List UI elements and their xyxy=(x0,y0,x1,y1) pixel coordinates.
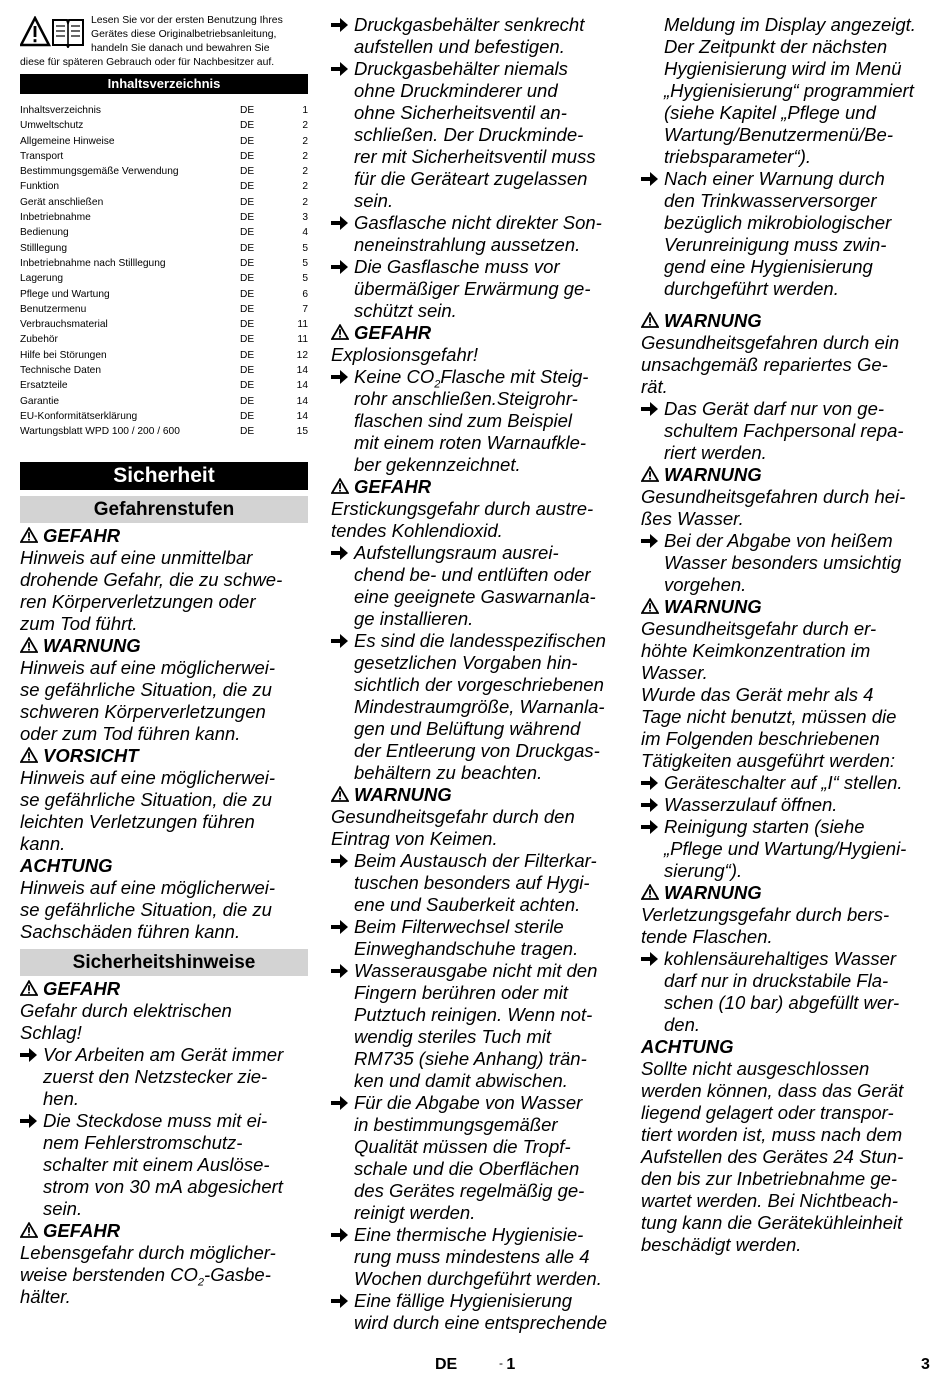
bullet-item: Die Steckdose muss mit ei- nem Fehlerstromschutz- schalter mit einem Auslöse- strom von 30 mA abgesichert sein. xyxy=(20,1110,308,1220)
text-line: höhte Keimkonzentration im xyxy=(641,640,871,661)
toc-title: Verbrauchsmaterial xyxy=(20,319,108,331)
toc-page: 6 xyxy=(302,288,308,300)
signal-word-gefahr: GEFAHR xyxy=(20,978,308,1000)
bullet-item: Es sind die landesspezifischen gesetzlichen Vorgaben hin- sichtlich der vorgeschriebenen Mindestraumgröße, Warnanla- gen und Belüftung während der Entleerung von Druckgas- behältern zu beachten. xyxy=(331,630,617,784)
text-line: Eintrag von Keimen. xyxy=(331,828,498,849)
toc-code: DE xyxy=(240,365,255,377)
intro-line: handeln Sie danach und bewahren Sie xyxy=(91,43,270,54)
intro-line: diese für späteren Gebrauch oder für Nachbesitzer auf. xyxy=(20,57,275,68)
toc-code: DE xyxy=(240,349,255,361)
bullet-item: Reinigung starten (siehe „Pflege und Wartung/Hygieni- sierung“). xyxy=(641,816,931,882)
text-line: Verletzungsgefahr durch bers- xyxy=(641,904,890,925)
subsection-title-sicherheitshinweise: Sicherheitshinweise xyxy=(20,949,308,976)
arrow-right-icon xyxy=(641,171,658,187)
text-line: Schlag! xyxy=(20,1021,82,1043)
text-line: tiert worden ist, muss nach dem xyxy=(641,1124,903,1145)
signal-word-achtung: ACHTUNG xyxy=(20,854,113,876)
text-line: tendes Kohlendioxid. xyxy=(331,520,503,541)
warning-triangle-icon xyxy=(20,637,38,653)
toc-code: DE xyxy=(240,120,255,132)
text-line: tung kann die Gerätekühleinheit xyxy=(641,1212,903,1233)
toc-title: Umweltschutz xyxy=(20,120,84,132)
toc-title: Funktion xyxy=(20,181,60,193)
toc-title: Lagerung xyxy=(20,273,64,285)
toc-row xyxy=(20,256,308,271)
toc-page: 15 xyxy=(296,426,308,438)
bullet-item: Die Gasflasche muss vor übermäßiger Erwärmung ge- schützt sein. xyxy=(331,256,617,322)
text-line: Lebensgefahr durch möglicher- xyxy=(20,1241,276,1263)
text-line: Gesundheitsgefahr durch den xyxy=(331,806,575,827)
toc-title: Inbetriebnahme xyxy=(20,212,91,224)
toc-title: Stilllegung xyxy=(20,242,68,254)
text-line: Tage nicht benutzt, müssen die xyxy=(641,706,897,727)
text-line: Gesundheitsgefahren durch hei- xyxy=(641,486,906,507)
signal-word-achtung: ACHTUNG xyxy=(641,1036,734,1057)
subsection-title-gefahrenstufen: Gefahrenstufen xyxy=(20,496,308,523)
footer-page-number: 3 xyxy=(921,1356,930,1373)
toc-page: 2 xyxy=(302,196,308,208)
toc-code: DE xyxy=(240,196,255,208)
bullet-item: Für die Abgabe von Wasser in bestimmungsgemäßer Qualität müssen die Tropf- schale und die Oberflächen des Gerätes regelmäßig ge- reinigt werden. xyxy=(331,1092,617,1224)
text-line: Gesundheitsgefahren durch ein xyxy=(641,332,900,353)
text-line: werden können, dass das Gerät xyxy=(641,1080,904,1101)
footer-page-label: - 1 xyxy=(499,1356,516,1373)
text-line: Erstickungsgefahr durch austre- xyxy=(331,498,594,519)
text-line: Gefahr durch elektrischen xyxy=(20,999,232,1021)
intro-line: Lesen Sie vor der ersten Benutzung Ihres xyxy=(91,15,283,26)
arrow-right-icon xyxy=(331,17,348,33)
toc-code: DE xyxy=(240,334,255,346)
bullet-item: kohlensäurehaltiges Wasser darf nur in druckstabile Fla- schen (10 bar) abgefüllt wer- den. xyxy=(641,948,931,1036)
bullet-item: Aufstellungsraum ausrei- chend be- und entlüften oder eine geeignete Gaswarnanla- ge installieren. xyxy=(331,542,617,630)
warning-triangle-icon xyxy=(20,980,38,996)
toc-code: DE xyxy=(240,257,255,269)
toc-title: Allgemeine Hinweise xyxy=(20,135,115,147)
toc-code: DE xyxy=(240,181,255,193)
signal-word-vorsicht: VORSICHT xyxy=(20,745,308,767)
text-line: Tätigkeiten ausgeführt werden: xyxy=(641,750,896,771)
bullet-item: Druckgasbehälter niemals ohne Druckminderer und ohne Sicherheitsventil an- schließen. Der Druckminde- rer mit Sicherheitsventil muss für die Geräteart zugelassen sein. xyxy=(331,58,617,212)
toc-code: DE xyxy=(240,227,255,239)
warning-triangle-icon xyxy=(331,478,349,494)
toc-page: 5 xyxy=(302,242,308,254)
toc-row xyxy=(20,287,308,302)
toc-row xyxy=(20,164,308,179)
toc-code: DE xyxy=(240,150,255,162)
arrow-right-icon xyxy=(331,963,348,979)
bullet-item: Nach einer Warnung durch den Trinkwasserversorger bezüglich mikrobiologischer Verunreinigung muss zwin- gend eine Hygienisierung durchgeführt werden. xyxy=(641,168,931,300)
arrow-right-icon xyxy=(331,1095,348,1111)
toc-code: DE xyxy=(240,288,255,300)
toc-title: Pflege und Wartung xyxy=(20,288,110,300)
toc-title: Gerät anschließen xyxy=(20,196,104,208)
toc-title: Bestimmungsgemäße Verwendung xyxy=(20,166,179,178)
toc-row xyxy=(20,302,308,317)
signal-word-warnung: WARNUNG xyxy=(641,464,931,486)
toc-title: Inhaltsverzeichnis xyxy=(20,74,308,94)
toc-title: Technische Daten xyxy=(20,365,101,377)
toc-page: 1 xyxy=(302,105,308,116)
toc-code: DE xyxy=(240,319,255,331)
arrow-right-icon xyxy=(331,259,348,275)
toc-row xyxy=(20,378,308,393)
toc-page: 14 xyxy=(296,395,308,407)
section-title-sicherheit: Sicherheit xyxy=(20,462,308,490)
toc-title: Benutzermenu xyxy=(20,303,87,315)
bullet-item: Gasflasche nicht direkter Son- neneinstrahlung aussetzen. xyxy=(331,212,617,256)
toc-page: 14 xyxy=(296,380,308,392)
signal-word-warnung: WARNUNG xyxy=(641,310,931,332)
toc-title: Zubehör xyxy=(20,334,58,346)
toc-title: EU-Konformitätserklärung xyxy=(20,410,138,422)
signal-word-warnung: WARNUNG xyxy=(641,596,931,618)
arrow-right-icon xyxy=(641,797,658,813)
bullet-item: Vor Arbeiten am Gerät immer zuerst den Netzstecker zie- hen. xyxy=(20,1044,308,1110)
toc-row xyxy=(20,363,308,378)
toc-title: Bedienung xyxy=(20,227,69,239)
toc-code: DE xyxy=(240,212,255,224)
signal-word-gefahr: GEFAHR xyxy=(20,1220,308,1242)
toc-code: DE xyxy=(240,303,255,315)
signal-word-gefahr: GEFAHR xyxy=(331,322,617,344)
toc-title: Wartungsblatt WPD 100 / 200 / 600 xyxy=(20,426,180,438)
toc-title: Hilfe bei Störungen xyxy=(20,349,107,361)
toc-row xyxy=(20,179,308,194)
toc-code: DE xyxy=(240,105,255,116)
toc-code: DE xyxy=(240,410,255,422)
arrow-right-icon xyxy=(331,545,348,561)
arrow-right-icon xyxy=(331,633,348,649)
toc-title: Ersatzteile xyxy=(20,380,68,392)
arrow-right-icon xyxy=(331,215,348,231)
warning-triangle-icon xyxy=(20,747,38,763)
toc-page: 2 xyxy=(302,181,308,193)
bullet-item: Das Gerät darf nur von ge- schultem Fachpersonal repa- riert werden. xyxy=(641,398,931,464)
toc-title: Inbetriebnahme nach Stilllegung xyxy=(20,257,166,269)
toc-code: DE xyxy=(240,242,255,254)
text-line: se gefährliche Situation, die zu xyxy=(20,678,272,700)
warning-triangle-icon xyxy=(331,786,349,802)
toc-page: 2 xyxy=(302,150,308,162)
text-line: den bis zur Inbetriebnahme ge- xyxy=(641,1168,898,1189)
toc-title: Garantie xyxy=(20,395,60,407)
arrow-right-icon xyxy=(641,951,658,967)
text-line: kann. xyxy=(20,832,66,854)
toc-page: 11 xyxy=(297,334,308,346)
bullet-item: Wasserzulauf öffnen. xyxy=(641,794,931,816)
toc-row xyxy=(20,195,308,210)
toc-row xyxy=(20,241,308,256)
warning-triangle-icon xyxy=(641,598,659,614)
toc-code: DE xyxy=(240,135,255,147)
toc-page: 14 xyxy=(296,365,308,377)
toc-row xyxy=(20,118,308,133)
arrow-right-icon xyxy=(331,1293,348,1309)
toc-row xyxy=(20,409,308,424)
arrow-right-icon xyxy=(641,533,658,549)
text-line: leichten Verletzungen führen xyxy=(20,810,255,832)
toc-page: 4 xyxy=(302,227,308,239)
column-left xyxy=(20,14,308,1308)
arrow-right-icon xyxy=(331,853,348,869)
signal-word-warnung: WARNUNG xyxy=(20,635,308,657)
text-line: Hinweis auf eine möglicherwei- xyxy=(20,656,275,678)
text-line: beschädigt werden. xyxy=(641,1234,802,1255)
intro-notice xyxy=(20,14,308,72)
toc-page: 11 xyxy=(297,319,308,331)
text-line: Gesundheitsgefahr durch er- xyxy=(641,618,877,639)
warning-triangle-icon xyxy=(641,312,659,328)
text-line: ßes Wasser. xyxy=(641,508,744,529)
toc-row xyxy=(20,348,308,363)
text-line: se gefährliche Situation, die zu xyxy=(20,788,272,810)
signal-word-warnung: WARNUNG xyxy=(641,882,931,904)
text-line: wartet werden. Bei Nichtbeach- xyxy=(641,1190,899,1211)
toc-row xyxy=(20,424,308,439)
toc-row xyxy=(20,210,308,225)
bullet-item: Eine thermische Hygienisie- rung muss mindestens alle 4 Wochen durchgeführt werden. xyxy=(331,1224,617,1290)
signal-word-warnung: WARNUNG xyxy=(331,784,617,806)
signal-word-gefahr: GEFAHR xyxy=(20,525,308,547)
text-line: se gefährliche Situation, die zu xyxy=(20,898,272,920)
column-right xyxy=(641,14,931,1256)
text-line: Hinweis auf eine unmittelbar xyxy=(20,546,253,568)
arrow-right-icon xyxy=(331,919,348,935)
toc-row xyxy=(20,332,308,347)
arrow-right-icon xyxy=(641,819,658,835)
footer-language: DE xyxy=(435,1356,458,1373)
toc-row xyxy=(20,149,308,164)
bullet-item: Bei der Abgabe von heißem Wasser besonders umsichtig vorgehen. xyxy=(641,530,931,596)
toc-row xyxy=(20,134,308,149)
text-line: unsachgemäß repariertes Ge- xyxy=(641,354,888,375)
toc-page: 3 xyxy=(302,212,308,224)
warning-triangle-icon xyxy=(641,466,659,482)
text-line: drohende Gefahr, die zu schwe- xyxy=(20,568,283,590)
toc-code: DE xyxy=(240,166,255,178)
text-line: Aufstellen des Gerätes 24 Stun- xyxy=(641,1146,904,1167)
signal-word-gefahr: GEFAHR xyxy=(331,476,617,498)
toc-row xyxy=(20,394,308,409)
text-line: rät. xyxy=(641,376,668,397)
text-line: oder zum Tod führen kann. xyxy=(20,722,241,744)
arrow-right-icon xyxy=(20,1047,37,1063)
text-line: Sollte nicht ausgeschlossen xyxy=(641,1058,870,1079)
bullet-item: Eine fällige Hygienisierung wird durch eine entsprechende xyxy=(331,1290,617,1334)
toc-page: 2 xyxy=(302,135,308,147)
text-line: Hinweis auf eine möglicherwei- xyxy=(20,876,275,898)
arrow-right-icon xyxy=(641,775,658,791)
toc-page: 2 xyxy=(302,120,308,132)
warning-triangle-icon xyxy=(641,884,659,900)
toc-row xyxy=(20,271,308,286)
intro-line: Gerätes diese Originalbetriebsanleitung, xyxy=(91,29,277,40)
arrow-right-icon xyxy=(641,401,658,417)
arrow-right-icon xyxy=(331,61,348,77)
toc-page: 12 xyxy=(296,349,308,361)
text-line: Explosionsgefahr! xyxy=(331,344,479,365)
text-line: tende Flaschen. xyxy=(641,926,773,947)
text-line: im Folgenden beschriebenen xyxy=(641,728,880,749)
bullet-item: Wasserausgabe nicht mit den Fingern berühren oder mit Putztuch reinigen. Wenn not- wendig steriles Tuch mit RM735 (siehe Anhang) trän- ken und damit abwischen. xyxy=(331,960,617,1092)
arrow-right-icon xyxy=(331,1227,348,1243)
toc-row xyxy=(20,103,308,118)
table-of-contents xyxy=(20,103,308,440)
toc-code: DE xyxy=(240,273,255,285)
toc-code: DE xyxy=(240,380,255,392)
text-line: ren Körperverletzungen oder xyxy=(20,590,256,612)
toc-code: DE xyxy=(240,426,255,438)
toc-page: 7 xyxy=(302,303,308,315)
toc-page: 14 xyxy=(296,410,308,422)
arrow-right-icon xyxy=(20,1113,37,1129)
text-line: Sachschäden führen kann. xyxy=(20,920,241,942)
warning-and-manual-icon xyxy=(20,16,84,48)
bullet-item: Druckgasbehälter senkrecht aufstellen und befestigen. xyxy=(331,14,617,58)
bullet-item: Geräteschalter auf „I“ stellen. xyxy=(641,772,931,794)
text-line: weise berstenden $CO_2-Gasbe-$ xyxy=(20,1263,271,1289)
warning-triangle-icon xyxy=(331,324,349,340)
text-line: schweren Körperverletzungen xyxy=(20,700,266,722)
bullet-continuation: Meldung im Display angezeigt. Der Zeitpunkt der nächsten Hygienisierung wird im Menü „Hygienisierung“ programmiert (siehe Kapitel „Pflege und Wartung/Benutzermenü/Be- triebsparameter“). xyxy=(664,14,916,167)
warning-triangle-icon xyxy=(20,527,38,543)
toc-row xyxy=(20,317,308,332)
text-line: Hinweis auf eine möglicherwei- xyxy=(20,766,275,788)
column-middle xyxy=(331,14,617,1334)
text-line: zum Tod führt. xyxy=(20,612,138,634)
arrow-right-icon xyxy=(331,369,348,385)
toc-title: Inhaltsverzeichnis xyxy=(20,105,101,116)
bullet-item: Beim Filterwechsel sterile Einweghandschuhe tragen. xyxy=(331,916,617,960)
bullet-item: Keine $CO_2Flasche$ mit Steig- rohr anschließen.Steigrohr- flaschen sind zum Beispiel mit einem roten Warnaufkle- ber gekennzeichnet. xyxy=(331,366,617,476)
text-line: Wasser. xyxy=(641,662,708,683)
toc-row xyxy=(20,225,308,240)
text-line: hälter. xyxy=(20,1285,71,1307)
toc-page: 5 xyxy=(302,257,308,269)
toc-page: 2 xyxy=(302,166,308,178)
bullet-item: Beim Austausch der Filterkar- tuschen besonders auf Hygi- ene und Sauberkeit achten. xyxy=(331,850,617,916)
text-line: liegend gelagert oder transpor- xyxy=(641,1102,894,1123)
text-line: Wurde das Gerät mehr als 4 xyxy=(641,684,874,705)
toc-title: Transport xyxy=(20,150,64,162)
toc-page: 5 xyxy=(302,273,308,285)
toc-code: DE xyxy=(240,395,255,407)
warning-triangle-icon xyxy=(20,1222,38,1238)
